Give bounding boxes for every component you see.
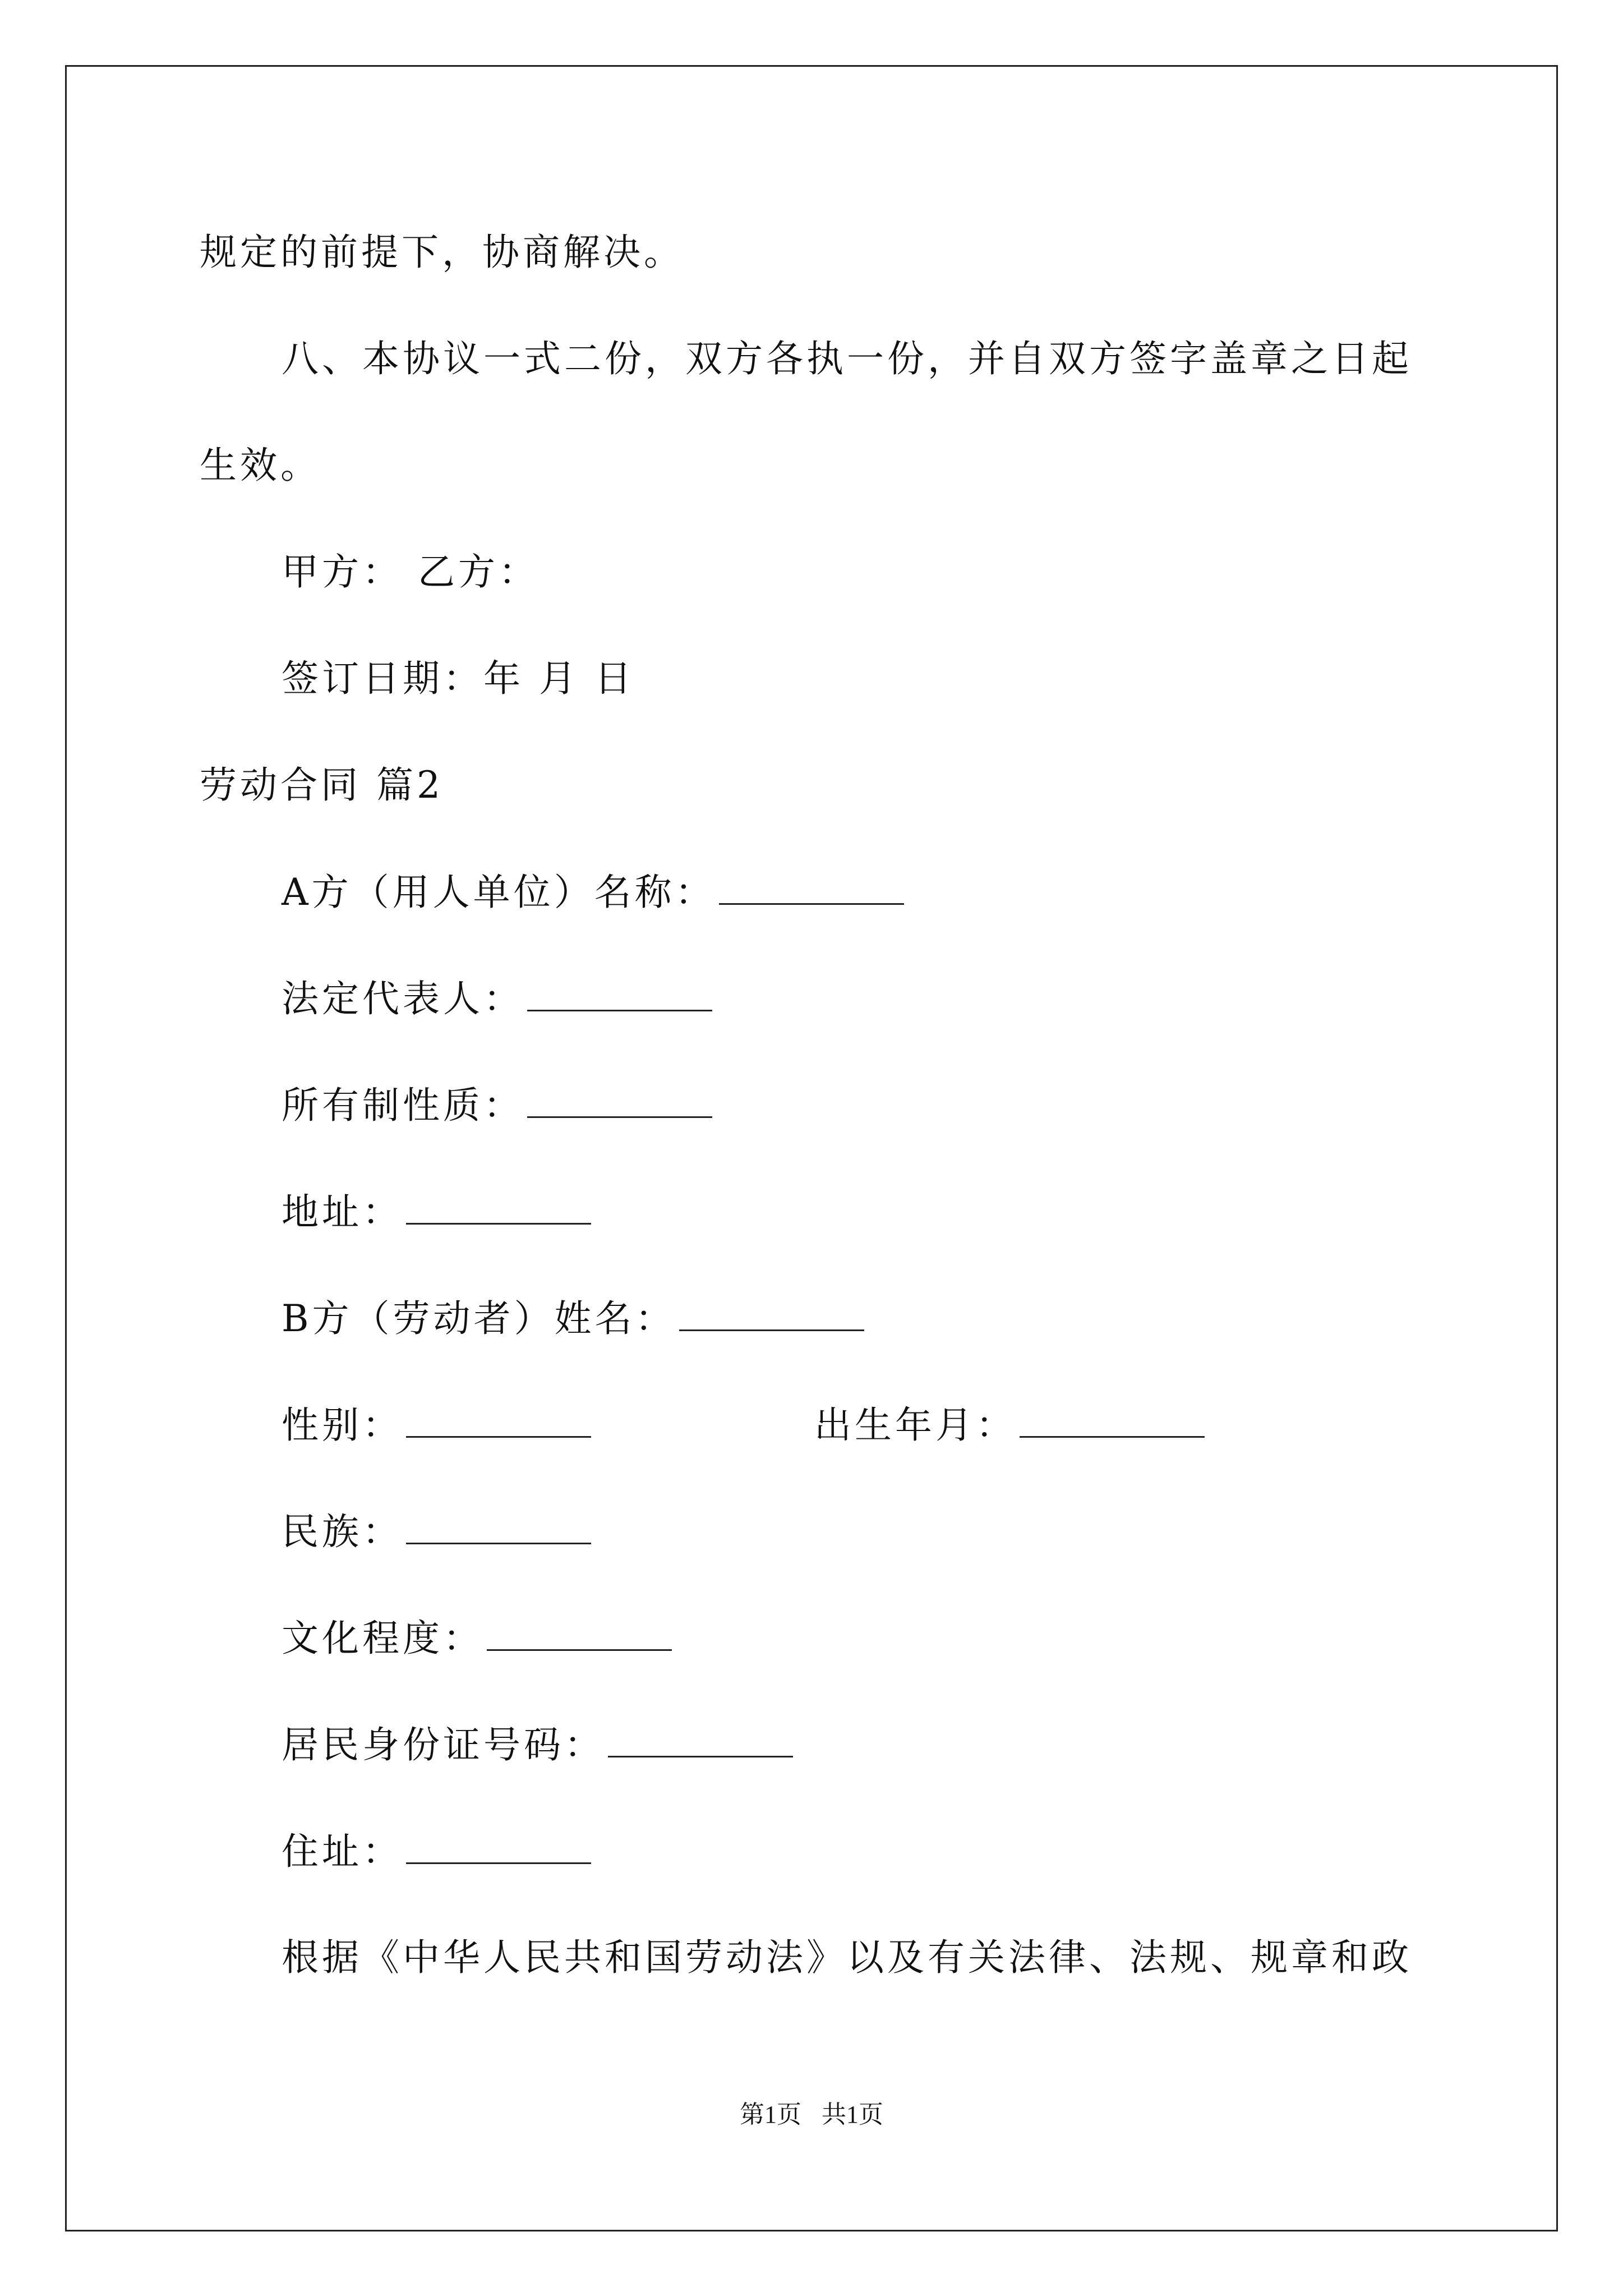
text-line-legal-basis: 根据《中华人民共和国劳动法》以及有关法律、法规、规章和政 [282,1936,1412,1979]
field-label: 出生年月： [814,1404,1016,1447]
fill-in-blank [406,1509,591,1544]
field-gender [282,1402,591,1448]
signing-date-line: 签订日期：年 月 日 [282,657,635,700]
fill-in-blank [608,1722,793,1757]
fill-in-blank [527,1083,712,1118]
field-education [282,1616,672,1661]
field-id-number [282,1722,793,1768]
page-border [65,65,1558,2231]
field-employee-name [282,1296,864,1341]
fill-in-blank [527,976,712,1011]
field-label: 性别： [282,1404,403,1447]
fill-in-blank [487,1616,672,1651]
field-label: 所有制性质： [282,1084,524,1127]
field-residence [282,1829,591,1874]
field-ethnicity [282,1509,591,1554]
fill-in-blank [679,1296,864,1331]
fill-in-blank [719,869,904,905]
field-employer-name [282,869,904,915]
text-line-clause-8: 八、本协议一式二份，双方各执一份，并自双方签字盖章之日起 [282,337,1412,380]
section-heading: 劳动合同 篇2 [200,763,444,807]
field-address [282,1189,591,1235]
page-footer [0,2098,1623,2132]
field-label: 住址： [282,1830,403,1873]
field-legal-representative [282,976,712,1022]
field-label: 居民身份证号码： [282,1723,605,1766]
fill-in-blank [406,1189,591,1225]
field-label: 民族： [282,1510,403,1553]
page-count: 共1页 [822,2101,883,2128]
fill-in-blank [406,1402,591,1438]
text-line-1: 规定的前提下，协商解决。 [200,231,684,274]
fill-in-blank [406,1829,591,1864]
field-label: 文化程度： [282,1617,483,1660]
page-number: 第1页 [740,2101,801,2128]
field-label: B方（劳动者）姓名： [282,1297,676,1340]
field-birth-date [814,1402,1205,1448]
fill-in-blank [1020,1402,1205,1438]
field-label: A方（用人单位）名称： [282,871,716,914]
signature-parties-line: 甲方： 乙方： [282,550,539,593]
field-label: 法定代表人： [282,977,524,1020]
field-ownership-type [282,1083,712,1128]
field-label: 地址： [282,1190,403,1234]
text-line-effective: 生效。 [200,444,321,487]
